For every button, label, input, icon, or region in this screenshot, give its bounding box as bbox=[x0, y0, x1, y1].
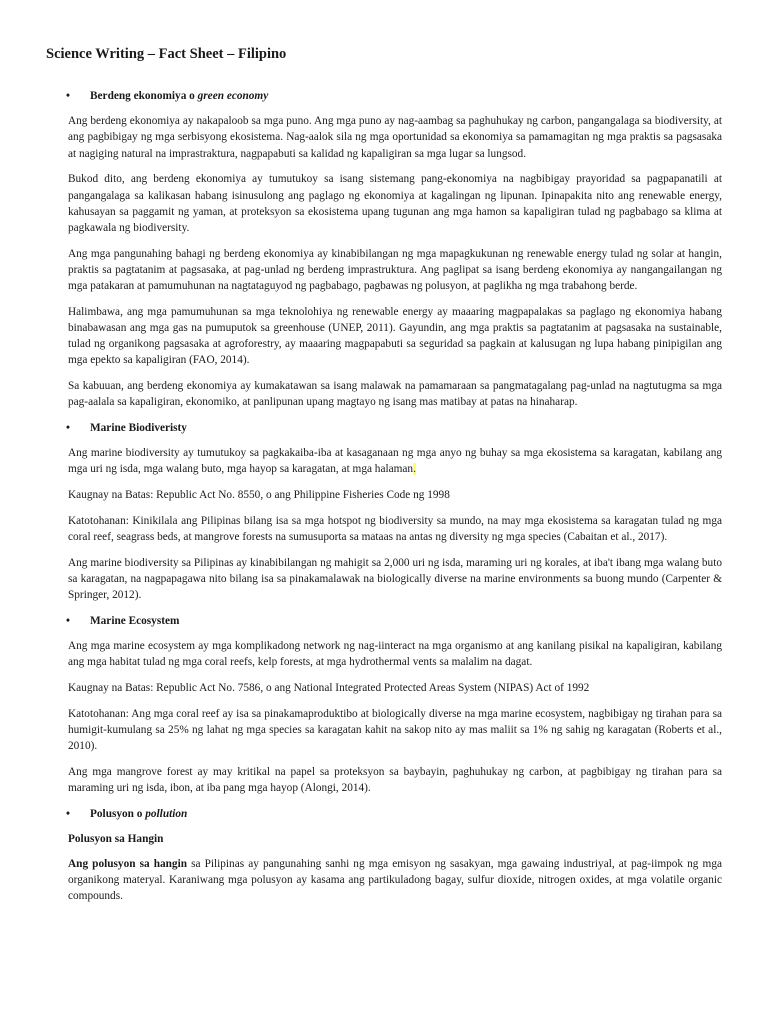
paragraph bbox=[68, 856, 722, 905]
paragraph: Ang mga pangunahing bahagi ng berdeng ekonomiya ay kinabibilangan ng mga mapagkukunan ng renewable energy tulad ng solar at hangin, praktis sa pagtatanim at pagsasaka, at pag-unlad ng berdeng imprastruktura. Ang paglipat sa isang berdeng ekonomiya ay nangangailangan ng mga patakaran at pamumuhunan na nagtataguyod ng pagbabago, pagbawas ng polusyon, at paglikha ng mga trabahong berde. bbox=[68, 247, 722, 293]
bullet-marine-ecosystem: • Marine Ecosystem bbox=[90, 613, 722, 629]
bullet-label-italic: green economy bbox=[197, 90, 269, 102]
paragraph-text: sa Pilipinas ay pangunahing sanhi ng mga emisyon ng sasakyan, mga gawaing industriyal, at pag-iimpok ng mga organikong materyal. Karaniwang mga polusyon ay kasama ang partikuladong bagay, sulfur dioxide, nitrogen oxides, at mga volatile organic compounds. bbox=[68, 858, 722, 903]
bullet-pollution bbox=[90, 806, 722, 822]
bullet-green-economy bbox=[90, 88, 722, 104]
document-body bbox=[68, 88, 722, 914]
fact-paragraph: Katotohanan: Kinikilala ang Pilipinas bilang isa sa mga hotspot ng biodiversity sa mundo, na may mga ekosistema sa karagatan tulad ng mga coral reef, seagrass beds, at mangrove forests na sumusuporta sa mataas na antas ng diversity ng mga species (Cabaitan et al., 2017). bbox=[68, 514, 722, 543]
paragraph: Ang mga marine ecosystem ay mga komplikadong network ng nag-iinteract na mga organismo at ang kanilang pisikal na kapaligiran, kabilang ang mga habitat tulad ng mga coral reefs, kelp forests, at mga hydrothermal vents sa malalim na dagat. bbox=[68, 639, 722, 669]
bullet-label: Polusyon o bbox=[90, 807, 146, 820]
paragraph-text: Ang marine biodiversity ay tumutukoy sa pagkakaiba-iba at kasaganaan ng mga anyo ng buhay sa mga ekosistema sa karagatan, kabilang ang mga uri ng isda, mga walang buto, mga hayop sa karagatan, at mga halaman bbox=[68, 447, 722, 476]
highlighted-text: . bbox=[413, 463, 416, 476]
related-law: Kaugnay na Batas: Republic Act No. 8550, o ang Philippine Fisheries Code ng 1998 bbox=[68, 489, 450, 502]
paragraph: Sa kabuuan, ang berdeng ekonomiya ay kumakatawan sa isang malawak na pamamaraan sa pangmatagalang pag-unlad na nagtutugma sa mga pag-aalala sa kapaligiran, ekonomiko, at panlipunan upang magtayo ng isang mas matibay at patas na hinaharap. bbox=[68, 380, 722, 409]
bullet-label: Berdeng ekonomiya o bbox=[90, 90, 198, 102]
related-law: Kaugnay na Batas: Republic Act No. 7586, o ang National Integrated Protected Areas System (NIPAS) Act of 1992 bbox=[68, 681, 590, 694]
paragraph bbox=[68, 445, 722, 477]
paragraph: Ang berdeng ekonomiya ay nakapaloob sa mga puno. Ang mga puno ay nag-aambag sa paghuhukay ng carbon, pangangalaga sa biodiversity, at ang pagbibigay ng mga serbisyong ekosistema. Nag-aalok sila ng mga oportunidad sa ekonomiya sa pamamagitan ng mga praktis sa pagsasaka at nagiging natural na imprastraktura, nagpapabuti sa kalidad ng kapaligiran sa mga lugar sa lungsod. bbox=[68, 115, 722, 160]
subheading-air-pollution: Polusyon sa Hangin bbox=[68, 832, 164, 845]
bullet-marine-biodiversity: • Marine Biodiveristy bbox=[90, 420, 722, 436]
paragraph: Ang mga mangrove forest ay may kritikal na papel sa proteksyon sa baybayin, paghuhukay ng carbon, at pagbibigay ng tirahan para sa maraming uri ng isda, ibon, at iba pang mga hayop (Alongi, 2014). bbox=[68, 765, 722, 794]
bullet-label-italic: pollution bbox=[145, 807, 188, 820]
paragraph: Bukod dito, ang berdeng ekonomiya ay tumutukoy sa isang sistemang pang-ekonomiya na nagbibigay prayoridad sa pagpapanatili at pangangalaga sa kalikasan habang isinusulong ang paglago ng ekonomiya at kagalingan ng lipunan. Ipinapakita nito ang renewable energy, kahusayan sa paggamit ng yaman, at proteksyon sa ekosistema upang tugunan ang mga hamon sa kapaligiran tulad ng pagbabago sa klima at pagkawala ng biodiversity. bbox=[68, 173, 722, 234]
document-title: Science Writing – Fact Sheet – Filipino bbox=[46, 46, 287, 62]
paragraph: Ang marine biodiversity sa Pilipinas ay kinabibilangan ng mahigit sa 2,000 uri ng isda, maraming uri ng korales, at iba't ibang mga walang buto sa karagatan, na nagpapagawa nito bilang isa sa pinakamalawak na biologically diverse na marine environments sa buong mundo (Carpenter & Springer, 2012). bbox=[68, 556, 722, 602]
bold-lead-text: Ang polusyon sa hangin bbox=[68, 858, 187, 871]
fact-paragraph: Katotohanan: Ang mga coral reef ay isa sa pinakamaproduktibo at biologically diverse na mga marine ecosystem, nagbibigay ng tirahan para sa humigit-kumulang sa 25% ng lahat ng mga species sa karagatan kahit na sakop nito ay mas maliit sa 1% ng sahig ng karagatan (Roberts et al., 2010). bbox=[68, 707, 722, 752]
paragraph: Halimbawa, ang mga pamumuhunan sa mga teknolohiya ng renewable energy ay maaaring magpapalakas sa paglago ng ekonomiya habang binabawasan ang mga gas na pumuputok sa greenhouse (UNEP, 2011). Gayundin, ang mga praktis sa pagtatanim at pagsasaka na sustainable, tulad ng organikong pagsasaka at agroforestry, ay maaaring magpapabuti sa seguridad sa pagkain at kalusugan ng lupa habang pinipigilan ang mga epekto sa kapaligiran (FAO, 2014). bbox=[68, 305, 722, 367]
